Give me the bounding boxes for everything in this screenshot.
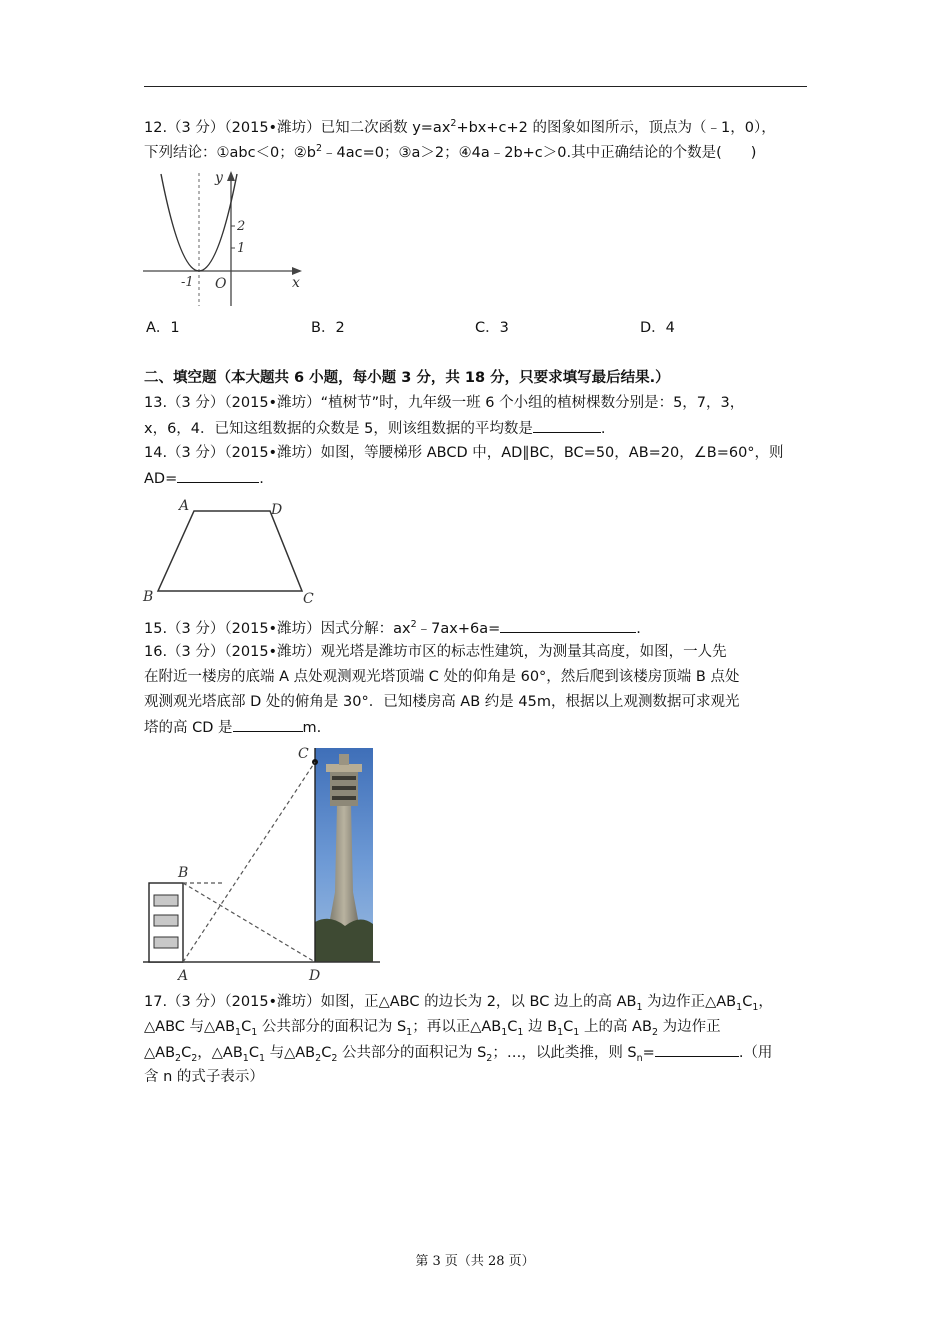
q14-label-a: A bbox=[179, 498, 190, 514]
q14-line2: AD= . bbox=[144, 468, 814, 489]
q16-line3: 观测观光塔底部 D 处的俯角是 30°．已知楼房高 AB 约是 45m，根据以上观测数据可求观光 bbox=[144, 694, 740, 710]
q13-line1: 13.（3 分）（2015•潍坊）“植树节”时，九年级一班 6 个小组的植树棵数分别是：5，7，3， bbox=[144, 395, 745, 411]
q16-line4: 塔的高 CD 是 m. bbox=[144, 717, 814, 738]
q16-answer-blank[interactable] bbox=[233, 717, 303, 732]
q14-label-c: C bbox=[303, 591, 314, 607]
q16-line1: 16.（3 分）（2015•潍坊）观光塔是潍坊市区的标志性建筑，为测量其高度，如图，一人先 bbox=[144, 644, 727, 660]
q16-label-c: C bbox=[298, 746, 309, 762]
q12-tick-2: 2 bbox=[237, 219, 246, 234]
q12-option-a[interactable]: A．1 bbox=[146, 320, 180, 336]
header-rule bbox=[144, 86, 807, 87]
q14-answer-blank[interactable] bbox=[177, 468, 259, 483]
q12-origin-label: O bbox=[215, 276, 227, 292]
q17-line2: △ABC 与$\triangle AB_1C_1$ 公共部分的面积记为 $S_1$；再以正$\triangle AB_1C_1$ 边 $B_1C_1$ 上的高 $AB_2$ 为边作正 bbox=[144, 1019, 721, 1038]
q12-option-c[interactable]: C．3 bbox=[475, 320, 509, 336]
tower-photo bbox=[315, 748, 373, 962]
q13-line2: x，6，4．已知这组数据的众数是 5，则该组数据的平均数是 . bbox=[144, 418, 814, 439]
q12-tick-1: 1 bbox=[237, 241, 246, 256]
q16-label-d: D bbox=[309, 968, 321, 984]
q14-trapezoid-figure bbox=[140, 495, 320, 610]
q16-label-b: B bbox=[178, 865, 189, 881]
q16-line2: 在附近一楼房的底端 A 点处观测观光塔顶端 C 处的仰角是 60°，然后爬到该楼房顶端 B 点处 bbox=[144, 669, 740, 685]
q15-answer-blank[interactable] bbox=[500, 618, 636, 633]
q17-answer-blank[interactable] bbox=[655, 1042, 739, 1057]
q13-answer-blank[interactable] bbox=[533, 418, 601, 433]
q16-tower-figure bbox=[140, 742, 385, 987]
q12-y-axis-label: y bbox=[215, 170, 223, 186]
page-footer: 第 3 页（共 28 页） bbox=[415, 1254, 535, 1269]
q12-line1: 12.（3 分）（2015•潍坊）已知二次函数 $y=ax^2+bx+c+2$ 的图象如图所示，顶点为（﹣1，0）， bbox=[144, 118, 776, 136]
q15-line: 15.（3 分）（2015•潍坊）因式分解：$ax^2﹣7ax+6a=$ . bbox=[144, 619, 641, 637]
q14-line1: 14.（3 分）（2015•潍坊）如图，等腰梯形 ABCD 中，AD∥BC，BC=50，AB=20，∠B=60°，则 bbox=[144, 445, 784, 461]
q12-option-d[interactable]: D．4 bbox=[640, 320, 675, 336]
q16-label-a: A bbox=[178, 968, 189, 984]
q17-line1: 17.（3 分）（2015•潍坊）如图，正△ABC 的边长为 2，以 BC 边上的高 $AB_1$ 为边作正$\triangle AB_1C_1$， bbox=[144, 994, 773, 1013]
q12-tick-neg1: -1 bbox=[181, 275, 194, 290]
section2-heading: 二、填空题（本大题共 6 小题，每小题 3 分，共 18 分，只要求填写最后结果.） bbox=[144, 370, 670, 386]
q12-x-axis-label: x bbox=[292, 275, 300, 291]
q14-label-d: D bbox=[271, 502, 283, 518]
q17-line4: 含 n 的式子表示） bbox=[144, 1069, 264, 1085]
q17-line3: $\triangle AB_2C_2$，$\triangle AB_1C_1$ 与$\triangle AB_2C_2$ 公共部分的面积记为 $S_2$；…，以此类推，则 $S_n=$ .（用 bbox=[144, 1042, 814, 1063]
q14-label-b: B bbox=[143, 589, 154, 605]
q12-option-b[interactable]: B．2 bbox=[311, 320, 345, 336]
q12-line2: 下列结论：①abc＜0；$②b^2﹣4ac=0$；③a＞2；④4a﹣2b+c＞0.其中正确结论的个数是( ) bbox=[144, 143, 757, 161]
q12-parabola-graph bbox=[140, 168, 310, 308]
